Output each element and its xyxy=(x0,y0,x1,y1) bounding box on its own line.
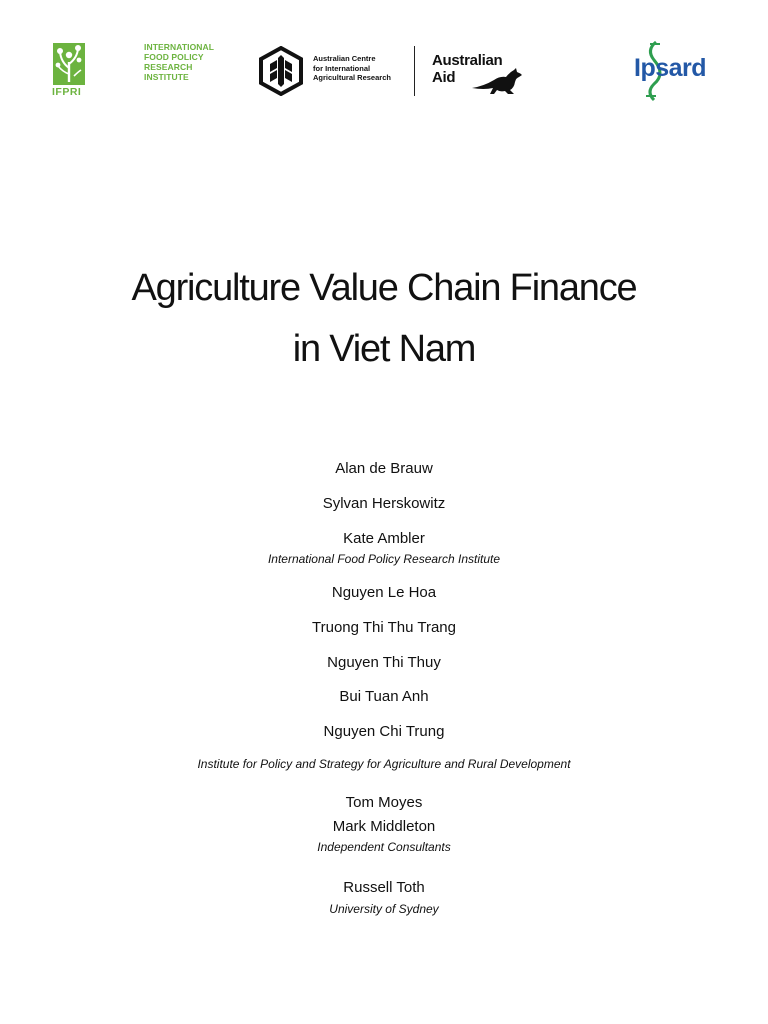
ifpri-name xyxy=(144,42,224,86)
australian-aid-logo xyxy=(432,52,527,98)
author-affiliation: University of Sydney xyxy=(329,902,439,916)
author-name: Bui Tuan Anh xyxy=(339,688,429,705)
author-affiliation: Independent Consultants xyxy=(317,840,451,854)
author-name: Nguyen Chi Trung xyxy=(323,723,445,740)
author-name: Sylvan Herskowitz xyxy=(322,495,446,512)
ifpri-name-line: FOOD POLICY xyxy=(144,52,204,62)
author-name: Nguyen Thi Thuy xyxy=(327,654,441,671)
logo-bar xyxy=(0,0,768,110)
aciar-name-line: for International xyxy=(313,63,371,73)
author-name: Russell Toth xyxy=(343,879,425,896)
ipsard-wordmark: Ipsard xyxy=(634,54,707,82)
title-line: in Viet Nam xyxy=(292,328,476,370)
ifpri-name-line: INSTITUTE xyxy=(144,72,189,82)
aciar-emblem-icon xyxy=(258,46,304,96)
author-name: Kate Ambler xyxy=(343,530,425,547)
aciar-name-line: Agricultural Research xyxy=(313,73,391,82)
author-name: Mark Middleton xyxy=(332,818,436,835)
australian-aid-line1: Australian xyxy=(432,52,503,69)
ifpri-acronym: IFPRI xyxy=(52,86,82,98)
ifpri-logo xyxy=(52,42,215,102)
author-name: Truong Thi Thu Trang xyxy=(312,619,456,636)
ifpri-name-line: RESEARCH xyxy=(144,62,193,72)
document-title xyxy=(0,258,768,380)
logo-divider xyxy=(414,46,415,96)
ifpri-name-line: INTERNATIONAL xyxy=(144,42,215,52)
title-line: Agriculture Value Chain Finance xyxy=(131,267,637,309)
author-affiliation: International Food Policy Research Institute xyxy=(267,552,501,566)
author-name: Alan de Brauw xyxy=(335,460,433,477)
kangaroo-icon xyxy=(470,66,526,96)
aciar-name-line: Australian Centre xyxy=(313,54,376,63)
aciar-logo xyxy=(258,46,418,96)
ipsard-logo xyxy=(632,38,732,102)
australian-aid-line2: Aid xyxy=(432,69,456,86)
author-name: Nguyen Le Hoa xyxy=(331,584,437,601)
author-affiliation: Institute for Policy and Strategy for Agriculture and Rural Development xyxy=(197,757,571,771)
aciar-name xyxy=(313,54,423,83)
author-name: Tom Moyes xyxy=(345,794,423,811)
ifpri-tree-icon xyxy=(52,42,86,86)
